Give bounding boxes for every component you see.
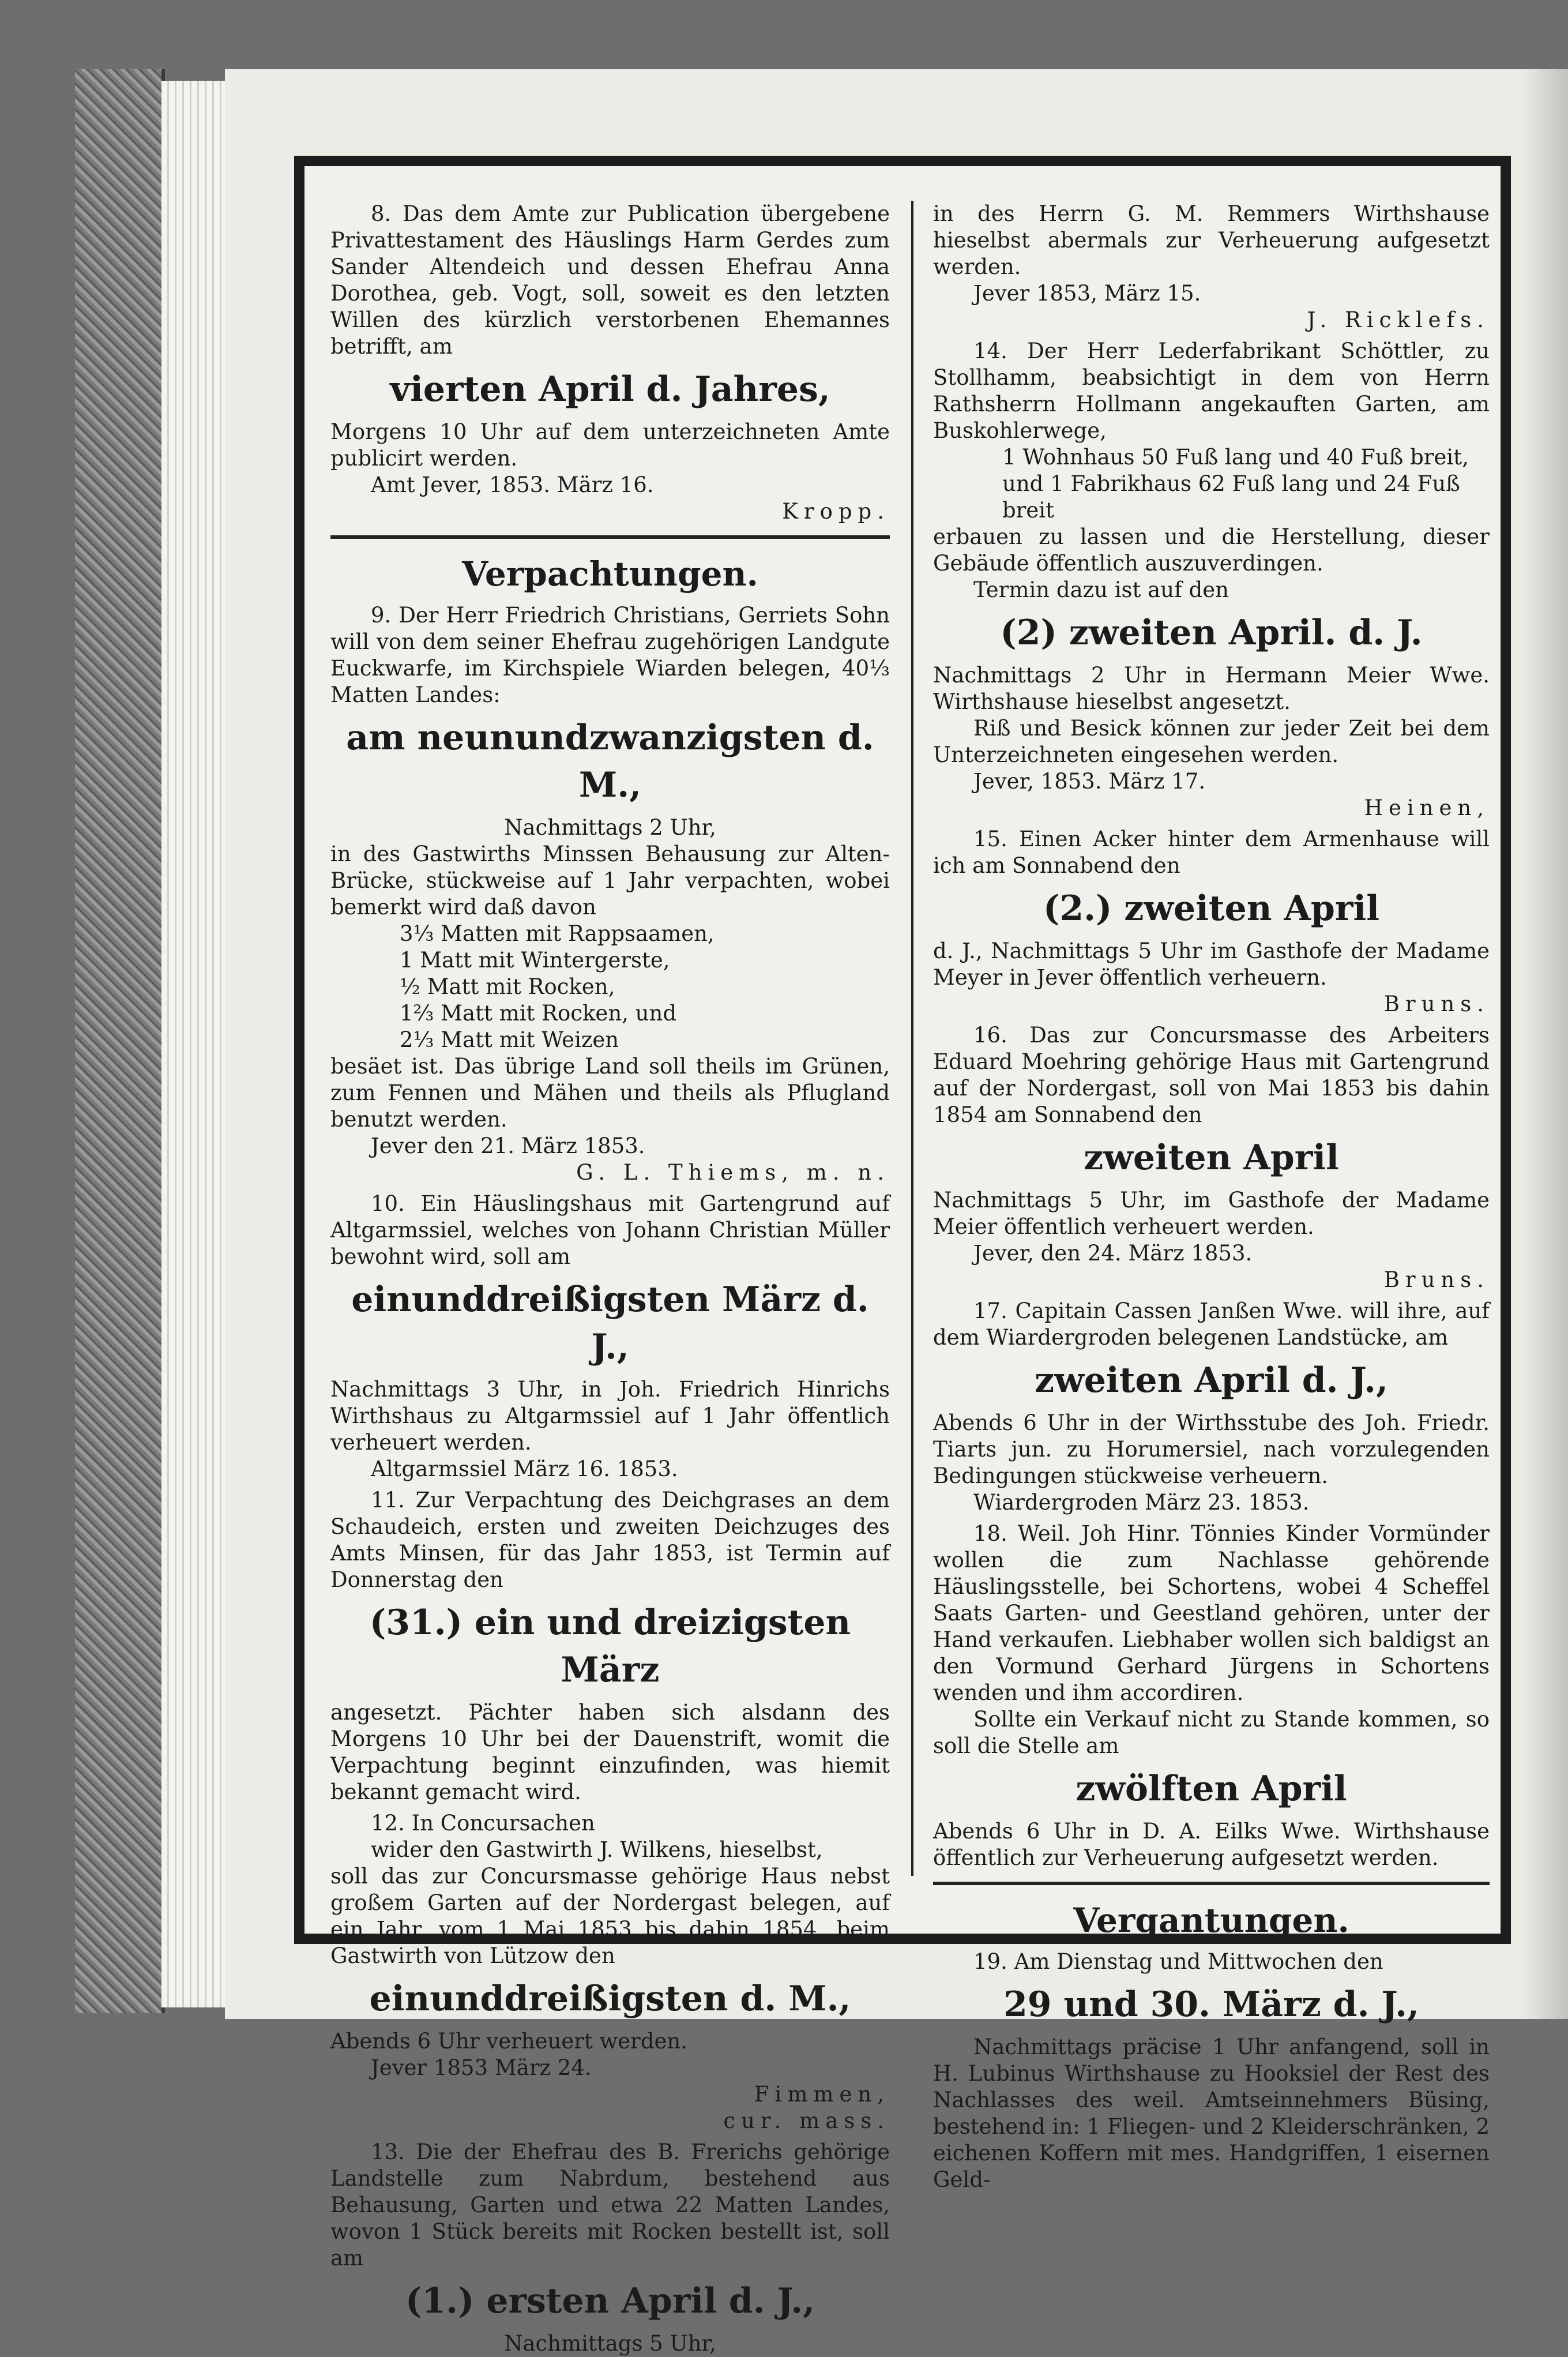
place-date: Jever, den 24. März 1853. [973, 1241, 1253, 1266]
notice-date: (31.) ein und dreizigsten März [369, 1602, 851, 1690]
notice-12 [330, 1810, 890, 2134]
notice-18 [933, 1521, 1490, 1871]
signature: G. L. Thiems, m. n. [576, 1160, 890, 1185]
newspaper-page [225, 69, 1568, 2356]
notice-body: Abends 6 Uhr in der Wirthsstube des Joh. Friedr. Tiarts jun. zu Horumersiel, nach vorzulegenden Bedingungen stückweise verheuern. [933, 1410, 1490, 1488]
notice-17 [933, 1298, 1490, 1516]
notice-body: erbauen zu lassen und die Herstellung, dieser Gebäude öffentlich auszuverdingen. [933, 524, 1490, 576]
notice-date: (1.) ersten April d. J., [405, 2281, 815, 2321]
notice-text: 16. Das zur Concursmasse des Arbeiters Eduard Moehring gehörige Haus mit Gartengrund auf der Nordergast, soll von Mai 1853 bis dahin 1854 am Sonnabend den [933, 1023, 1490, 1127]
column-divider [911, 201, 913, 1876]
place-date: Wiardergroden März 23. 1853. [973, 1490, 1310, 1515]
notice-body: soll das zur Concursmasse gehörige Haus nebst großem Garten auf der Nordergast belegen, auf ein Jahr, vom 1 Mai 1853 bis dahin 1854, beim Gastwirth von Lützow den [330, 1864, 890, 1968]
notice-body: Morgens 10 Uhr auf dem unterzeichneten Amte publicirt werden. [330, 419, 890, 471]
notice-body: Abends 6 Uhr in D. A. Eilks Wwe. Wirthshause öffentlich zur Verheuerung aufgesetzt werden. [933, 1819, 1490, 1870]
notice-text: wider den Gastwirth J. Wilkens, hieselbst, [371, 1837, 823, 1862]
notice-8 [330, 201, 890, 525]
place-date: Altgarmssiel März 16. 1853. [371, 1457, 678, 1481]
list-item: und 1 Fabrikhaus 62 Fuß lang und 24 Fuß breit [1002, 471, 1460, 523]
notice-body: Nachmittags 3 Uhr, in Joh. Friedrich Hinrichs Wirthshaus zu Altgarmssiel auf 1 Jahr öffentlich verheuert werden. [330, 1377, 890, 1455]
place-date: Jever den 21. März 1853. [371, 1134, 645, 1158]
section-divider [933, 1882, 1490, 1885]
signature-title: cur. mass. [723, 2108, 890, 2133]
notice-date: zweiten April d. J., [1035, 1360, 1388, 1401]
notice-date: einunddreißigsten d. M., [369, 1979, 851, 2019]
page-frame [294, 156, 1511, 2356]
notice-body: besäet ist. Das übrige Land soll theils im Grünen, zum Fennen und Mähen und theils als Pflugland benutzt werden. [330, 1054, 890, 1132]
notice-body: Nachmittags präcise 1 Uhr anfangend, soll in H. Lubinus Wirthshause zu Hooksiel der Rest des Nachlasses des weil. Amtseinnehmers Büsing, bestehend in: 1 Fliegen- und 2 Kleiderschränken, 2 eichenen Koffern mit mes. Handgriffen, 1 eisernen Geld- [933, 2035, 1490, 2192]
notice-date: (2) zweiten April. d. J. [1000, 613, 1423, 653]
notice-date: einunddreißigsten März d. J., [351, 1279, 869, 1367]
heading-verpachtungen: Verpachtungen. [462, 554, 758, 594]
notice-body: Sollte ein Verkauf nicht zu Stande kommen, so soll die Stelle am [933, 1707, 1490, 1758]
place-date: Jever, 1853. März 17. [973, 769, 1206, 794]
notice-9 [330, 602, 890, 1186]
notice-date: vierten April d. Jahres, [390, 369, 830, 410]
notice-19 [933, 1949, 1490, 2193]
notice-date: (2.) zweiten April [1043, 888, 1380, 929]
place-date: Amt Jever, 1853. März 16. [371, 472, 654, 497]
notice-text: 13. Die der Ehefrau des B. Frerichs gehörige Landstelle zum Nabrdum, bestehend aus Behausung, Garten und etwa 22 Matten Landes, wovon 1 Stück bereits mit Rocken bestellt ist, soll am [330, 2140, 890, 2270]
notice-body: Abends 6 Uhr verheuert werden. [330, 2029, 688, 2054]
notice-text: 8. Das dem Amte zur Publication übergebene Privattestament des Häuslings Harm Gerdes zum Sander Altendeich und dessen Ehefrau Anna Dorothea, geb. Vogt, soll, soweit es den letzten Willen des kürzlich verstorbenen Ehemannes betrifft, am [330, 201, 890, 359]
notice-body: Termin dazu ist auf den [973, 577, 1229, 602]
notice-date: am neunundzwanzigsten d. M., [346, 718, 874, 805]
notice-text: 14. Der Herr Lederfabrikant Schöttler, zu Stollhamm, beabsichtigt in dem von Herrn Rathsherrn Hollmann angekauften Garten, am Buskohlerwege, [933, 339, 1490, 443]
notice-text: 18. Weil. Joh Hinr. Tönnies Kinder Vormünder wollen die zum Nachlasse gehörende Häuslingsstelle, bei Schortens, wobei 4 Scheffel Saats Garten- und Geestland gehören, unter der Hand verkaufen. Liebhaber wollen sich baldigst an den Vormund Gerhard Jürgens in Schortens wenden und ihm accordiren. [933, 1521, 1490, 1705]
notice-date: 29 und 30. März d. J., [1003, 1984, 1419, 2025]
heading-vergantungen: Vergantungen. [1073, 1901, 1349, 1940]
notice-15 [933, 826, 1490, 1018]
notice-text: 19. Am Dienstag und Mittwochen den [973, 1949, 1383, 1974]
notice-text: 17. Capitain Cassen Janßen Wwe. will ihre, auf dem Wiardergroden belegenen Landstücke, am [933, 1298, 1490, 1350]
notice-text: in des Herrn G. M. Remmers Wirthshause hieselbst abermals zur Verheuerung aufgesetzt werden. [933, 201, 1490, 279]
notice-13 [330, 2139, 890, 2357]
notice-text: 10. Ein Häuslingshaus mit Gartengrund auf Altgarmssiel, welches von Johann Christian Müller bewohnt wird, soll am [330, 1191, 890, 1269]
signature: J. Ricklefs. [1307, 307, 1490, 332]
notice-10 [330, 1191, 890, 1482]
book-binding [75, 69, 165, 2013]
spine-shadow [1522, 69, 1568, 2019]
signature: Heinen, [1364, 795, 1490, 820]
notice-body: Nachmittags 5 Uhr, im Gasthofe der Madame Meier öffentlich verheuert werden. [933, 1188, 1490, 1239]
signature: Bruns. [1383, 1267, 1490, 1292]
list-item: ½ Matt mit Rocken, [400, 974, 615, 999]
left-column [330, 201, 890, 2356]
notice-time: Nachmittags 2 Uhr, [504, 815, 716, 840]
notice-text: 11. Zur Verpachtung des Deichgrases an dem Schaudeich, ersten und zweiten Deichzuges des Amts Minsen, für das Jahr 1853, ist Termin auf Donnerstag den [330, 1488, 890, 1592]
list-item: 1⅔ Matt mit Rocken, und [400, 1001, 677, 1026]
list-item: 3⅓ Matten mit Rappsaamen, [400, 921, 715, 946]
notice-11 [330, 1487, 890, 1806]
signature: Fimmen, [754, 2082, 890, 2107]
notice-body: Riß und Besick können zur jeder Zeit bei dem Unterzeichneten eingesehen werden. [933, 716, 1490, 767]
notice-13-continued [933, 201, 1490, 333]
section-divider [330, 535, 890, 539]
place-date: Jever 1853 März 24. [371, 2055, 592, 2080]
right-column [933, 201, 1490, 2192]
notice-14 [933, 338, 1490, 821]
list-item: 2⅓ Matt mit Weizen [400, 1027, 619, 1052]
notice-body: in des Gastwirths Minssen Behausung zur Alten-Brücke, stückweise auf 1 Jahr verpachten, wobei bemerkt wird daß davon [330, 842, 890, 919]
signature: Kropp. [782, 499, 890, 524]
notice-time: Nachmittags 5 Uhr, [504, 2331, 716, 2356]
notice-16 [933, 1022, 1490, 1293]
list-item: 1 Matt mit Wintergerste, [400, 948, 670, 973]
notice-text: 9. Der Herr Friedrich Christians, Gerriets Sohn will von dem seiner Ehefrau zugehörigen Landgute Euckwarfe, im Kirchspiele Wiarden belegen, 40⅓ Matten Landes: [330, 603, 890, 707]
notice-body: Nachmittags 2 Uhr in Hermann Meier Wwe. Wirthshause hieselbst angesetzt. [933, 663, 1490, 714]
place-date: Jever 1853, März 15. [973, 281, 1201, 306]
notice-body: angesetzt. Pächter haben sich alsdann des Morgens 10 Uhr bei der Dauenstrift, womit die Verpachtung beginnt einzufinden, was hiemit bekannt gemacht wird. [330, 1700, 890, 1804]
notice-date: zwölften April [1076, 1769, 1347, 1809]
notice-date: zweiten April [1084, 1138, 1339, 1178]
notice-body: d. J., Nachmittags 5 Uhr im Gasthofe der Madame Meyer in Jever öffentlich verheuern. [933, 939, 1490, 990]
signature: Bruns. [1383, 992, 1490, 1016]
list-item: 1 Wohnhaus 50 Fuß lang und 40 Fuß breit, [1002, 445, 1469, 470]
notice-text: 15. Einen Acker hinter dem Armenhause will ich am Sonnabend den [933, 827, 1490, 878]
notice-text: 12. In Concursachen [371, 1811, 595, 1836]
